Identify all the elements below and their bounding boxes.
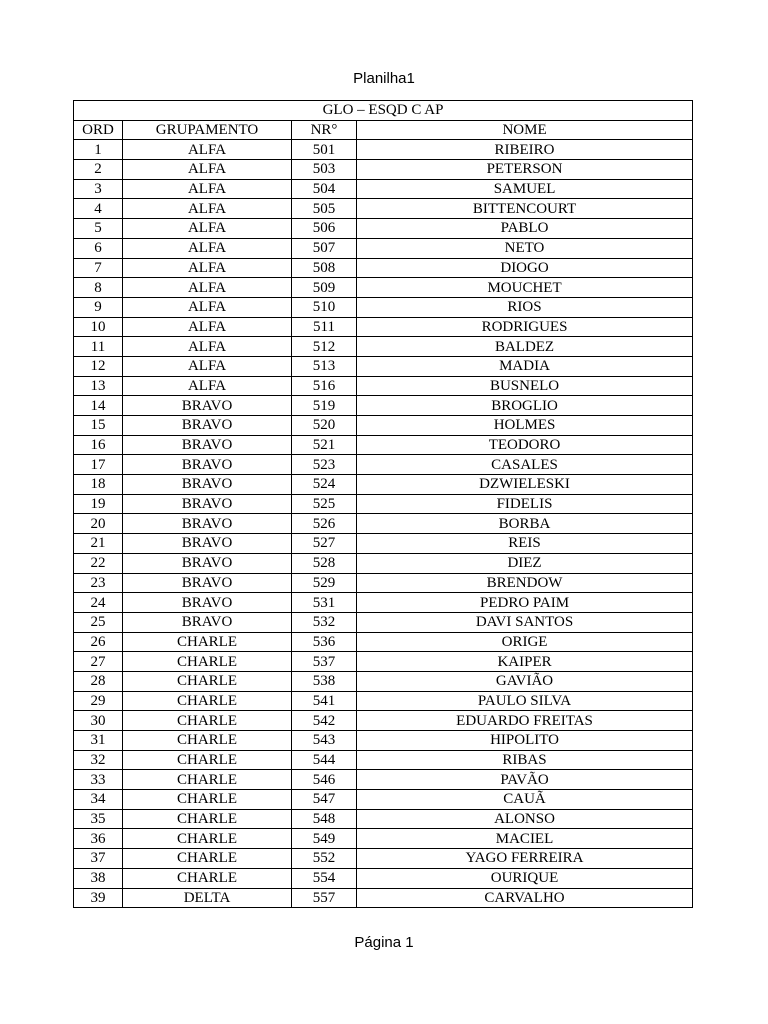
- cell-nome: HIPOLITO: [357, 731, 693, 751]
- cell-ord: 14: [74, 396, 123, 416]
- cell-grupamento: BRAVO: [123, 573, 292, 593]
- cell-grupamento: ALFA: [123, 179, 292, 199]
- cell-grupamento: BRAVO: [123, 494, 292, 514]
- cell-ord: 36: [74, 829, 123, 849]
- cell-ord: 19: [74, 494, 123, 514]
- cell-ord: 31: [74, 731, 123, 751]
- cell-nr: 552: [292, 849, 357, 869]
- table-row: [74, 652, 693, 672]
- cell-grupamento: BRAVO: [123, 593, 292, 613]
- cell-ord: 27: [74, 652, 123, 672]
- cell-nr: 541: [292, 691, 357, 711]
- cell-grupamento: BRAVO: [123, 455, 292, 475]
- cell-grupamento: CHARLE: [123, 770, 292, 790]
- cell-ord: 34: [74, 790, 123, 810]
- cell-nome: HOLMES: [357, 416, 693, 436]
- cell-nr: 546: [292, 770, 357, 790]
- cell-nr: 511: [292, 317, 357, 337]
- table-row: [74, 593, 693, 613]
- table-body: [74, 140, 693, 908]
- cell-ord: 10: [74, 317, 123, 337]
- table-row: [74, 731, 693, 751]
- cell-grupamento: CHARLE: [123, 731, 292, 751]
- cell-ord: 22: [74, 553, 123, 573]
- table-row: [74, 317, 693, 337]
- cell-nome: MADIA: [357, 356, 693, 376]
- cell-ord: 32: [74, 750, 123, 770]
- cell-ord: 24: [74, 593, 123, 613]
- page-footer: Página 1: [354, 934, 414, 951]
- cell-grupamento: BRAVO: [123, 553, 292, 573]
- table-header-row: [74, 120, 693, 140]
- cell-nome: ALONSO: [357, 809, 693, 829]
- cell-nome: PETERSON: [357, 160, 693, 180]
- cell-nr: 527: [292, 534, 357, 554]
- cell-nr: 538: [292, 671, 357, 691]
- cell-ord: 12: [74, 356, 123, 376]
- cell-nome: DIOGO: [357, 258, 693, 278]
- cell-ord: 23: [74, 573, 123, 593]
- cell-nome: MACIEL: [357, 829, 693, 849]
- table-row: [74, 888, 693, 908]
- cell-grupamento: ALFA: [123, 238, 292, 258]
- cell-nr: 524: [292, 475, 357, 495]
- cell-nr: 525: [292, 494, 357, 514]
- table-title-row: [74, 101, 693, 121]
- cell-ord: 35: [74, 809, 123, 829]
- cell-nome: BITTENCOURT: [357, 199, 693, 219]
- table-row: [74, 553, 693, 573]
- cell-ord: 8: [74, 278, 123, 298]
- cell-nr: 508: [292, 258, 357, 278]
- cell-nome: DZWIELESKI: [357, 475, 693, 495]
- roster-table: [73, 100, 693, 908]
- cell-grupamento: CHARLE: [123, 711, 292, 731]
- cell-nome: EDUARDO FREITAS: [357, 711, 693, 731]
- table-row: [74, 435, 693, 455]
- cell-nome: RIOS: [357, 297, 693, 317]
- table-row: [74, 750, 693, 770]
- cell-ord: 4: [74, 199, 123, 219]
- cell-grupamento: CHARLE: [123, 868, 292, 888]
- table-row: [74, 612, 693, 632]
- cell-nome: KAIPER: [357, 652, 693, 672]
- cell-grupamento: CHARLE: [123, 849, 292, 869]
- cell-ord: 11: [74, 337, 123, 357]
- cell-nr: 531: [292, 593, 357, 613]
- cell-ord: 30: [74, 711, 123, 731]
- cell-grupamento: ALFA: [123, 337, 292, 357]
- table-row: [74, 376, 693, 396]
- table-row: [74, 416, 693, 436]
- table-row: [74, 455, 693, 475]
- cell-nr: 507: [292, 238, 357, 258]
- cell-ord: 9: [74, 297, 123, 317]
- table-row: [74, 494, 693, 514]
- cell-grupamento: CHARLE: [123, 790, 292, 810]
- cell-ord: 1: [74, 140, 123, 160]
- cell-grupamento: ALFA: [123, 160, 292, 180]
- table-row: [74, 179, 693, 199]
- column-header-grupamento: GRUPAMENTO: [123, 120, 292, 140]
- cell-nome: GAVIÃO: [357, 671, 693, 691]
- cell-ord: 3: [74, 179, 123, 199]
- cell-grupamento: BRAVO: [123, 435, 292, 455]
- table-title: GLO – ESQD C AP: [74, 101, 693, 121]
- cell-nr: 520: [292, 416, 357, 436]
- cell-grupamento: ALFA: [123, 376, 292, 396]
- cell-nr: 547: [292, 790, 357, 810]
- cell-nr: 549: [292, 829, 357, 849]
- cell-nr: 543: [292, 731, 357, 751]
- cell-grupamento: CHARLE: [123, 632, 292, 652]
- table-row: [74, 770, 693, 790]
- cell-ord: 15: [74, 416, 123, 436]
- cell-nome: FIDELIS: [357, 494, 693, 514]
- cell-ord: 29: [74, 691, 123, 711]
- cell-ord: 38: [74, 868, 123, 888]
- cell-nr: 542: [292, 711, 357, 731]
- table-row: [74, 790, 693, 810]
- cell-ord: 21: [74, 534, 123, 554]
- cell-grupamento: CHARLE: [123, 829, 292, 849]
- cell-nome: RIBAS: [357, 750, 693, 770]
- table-row: [74, 868, 693, 888]
- cell-nome: BROGLIO: [357, 396, 693, 416]
- cell-ord: 7: [74, 258, 123, 278]
- table-row: [74, 475, 693, 495]
- cell-ord: 20: [74, 514, 123, 534]
- table-row: [74, 140, 693, 160]
- cell-nome: TEODORO: [357, 435, 693, 455]
- cell-ord: 16: [74, 435, 123, 455]
- cell-nome: MOUCHET: [357, 278, 693, 298]
- cell-grupamento: BRAVO: [123, 514, 292, 534]
- table-row: [74, 219, 693, 239]
- table-row: [74, 297, 693, 317]
- cell-nome: CARVALHO: [357, 888, 693, 908]
- cell-nr: 513: [292, 356, 357, 376]
- table-row: [74, 671, 693, 691]
- cell-nome: ORIGE: [357, 632, 693, 652]
- cell-nr: 521: [292, 435, 357, 455]
- cell-ord: 6: [74, 238, 123, 258]
- cell-nome: YAGO FERREIRA: [357, 849, 693, 869]
- cell-ord: 13: [74, 376, 123, 396]
- cell-nome: PAULO SILVA: [357, 691, 693, 711]
- cell-grupamento: BRAVO: [123, 416, 292, 436]
- cell-grupamento: ALFA: [123, 199, 292, 219]
- page-header: Planilha1: [353, 70, 415, 87]
- cell-nome: PAVÃO: [357, 770, 693, 790]
- table-row: [74, 632, 693, 652]
- cell-ord: 33: [74, 770, 123, 790]
- cell-nome: RIBEIRO: [357, 140, 693, 160]
- cell-nr: 557: [292, 888, 357, 908]
- cell-grupamento: ALFA: [123, 297, 292, 317]
- cell-nome: OURIQUE: [357, 868, 693, 888]
- cell-nome: BORBA: [357, 514, 693, 534]
- cell-ord: 5: [74, 219, 123, 239]
- column-header-nr: NR°: [292, 120, 357, 140]
- cell-nr: 529: [292, 573, 357, 593]
- cell-ord: 2: [74, 160, 123, 180]
- table-row: [74, 199, 693, 219]
- cell-grupamento: CHARLE: [123, 809, 292, 829]
- table-row: [74, 711, 693, 731]
- cell-nr: 512: [292, 337, 357, 357]
- cell-ord: 17: [74, 455, 123, 475]
- cell-nr: 537: [292, 652, 357, 672]
- cell-ord: 26: [74, 632, 123, 652]
- cell-nome: DIEZ: [357, 553, 693, 573]
- table-row: [74, 849, 693, 869]
- cell-ord: 18: [74, 475, 123, 495]
- cell-grupamento: CHARLE: [123, 691, 292, 711]
- cell-grupamento: ALFA: [123, 219, 292, 239]
- cell-nr: 509: [292, 278, 357, 298]
- cell-grupamento: ALFA: [123, 278, 292, 298]
- table-row: [74, 573, 693, 593]
- cell-ord: 25: [74, 612, 123, 632]
- cell-nome: REIS: [357, 534, 693, 554]
- cell-ord: 28: [74, 671, 123, 691]
- cell-nr: 504: [292, 179, 357, 199]
- table-row: [74, 278, 693, 298]
- cell-nome: PABLO: [357, 219, 693, 239]
- cell-nome: BALDEZ: [357, 337, 693, 357]
- cell-nr: 516: [292, 376, 357, 396]
- cell-nome: CAUÃ: [357, 790, 693, 810]
- column-header-ord: ORD: [74, 120, 123, 140]
- cell-grupamento: BRAVO: [123, 396, 292, 416]
- cell-nome: RODRIGUES: [357, 317, 693, 337]
- cell-nr: 528: [292, 553, 357, 573]
- table-row: [74, 829, 693, 849]
- table-row: [74, 809, 693, 829]
- cell-ord: 37: [74, 849, 123, 869]
- cell-nr: 510: [292, 297, 357, 317]
- cell-nr: 523: [292, 455, 357, 475]
- cell-grupamento: ALFA: [123, 356, 292, 376]
- cell-nr: 548: [292, 809, 357, 829]
- cell-grupamento: CHARLE: [123, 671, 292, 691]
- column-header-nome: NOME: [357, 120, 693, 140]
- cell-grupamento: ALFA: [123, 258, 292, 278]
- cell-grupamento: BRAVO: [123, 612, 292, 632]
- table-row: [74, 396, 693, 416]
- cell-grupamento: BRAVO: [123, 475, 292, 495]
- cell-grupamento: CHARLE: [123, 652, 292, 672]
- cell-nr: 544: [292, 750, 357, 770]
- cell-nr: 519: [292, 396, 357, 416]
- table-row: [74, 160, 693, 180]
- cell-nome: DAVI SANTOS: [357, 612, 693, 632]
- cell-nr: 501: [292, 140, 357, 160]
- cell-nr: 503: [292, 160, 357, 180]
- cell-grupamento: DELTA: [123, 888, 292, 908]
- cell-nome: SAMUEL: [357, 179, 693, 199]
- table-row: [74, 356, 693, 376]
- cell-ord: 39: [74, 888, 123, 908]
- table-row: [74, 514, 693, 534]
- table-row: [74, 337, 693, 357]
- cell-grupamento: BRAVO: [123, 534, 292, 554]
- table-row: [74, 238, 693, 258]
- table-row: [74, 258, 693, 278]
- cell-nome: BRENDOW: [357, 573, 693, 593]
- cell-nr: 505: [292, 199, 357, 219]
- table-row: [74, 691, 693, 711]
- cell-nr: 536: [292, 632, 357, 652]
- cell-nr: 506: [292, 219, 357, 239]
- cell-nome: PEDRO PAIM: [357, 593, 693, 613]
- cell-grupamento: ALFA: [123, 317, 292, 337]
- table-row: [74, 534, 693, 554]
- cell-nr: 532: [292, 612, 357, 632]
- cell-nome: NETO: [357, 238, 693, 258]
- cell-nome: CASALES: [357, 455, 693, 475]
- cell-grupamento: ALFA: [123, 140, 292, 160]
- cell-grupamento: CHARLE: [123, 750, 292, 770]
- cell-nr: 554: [292, 868, 357, 888]
- cell-nr: 526: [292, 514, 357, 534]
- cell-nome: BUSNELO: [357, 376, 693, 396]
